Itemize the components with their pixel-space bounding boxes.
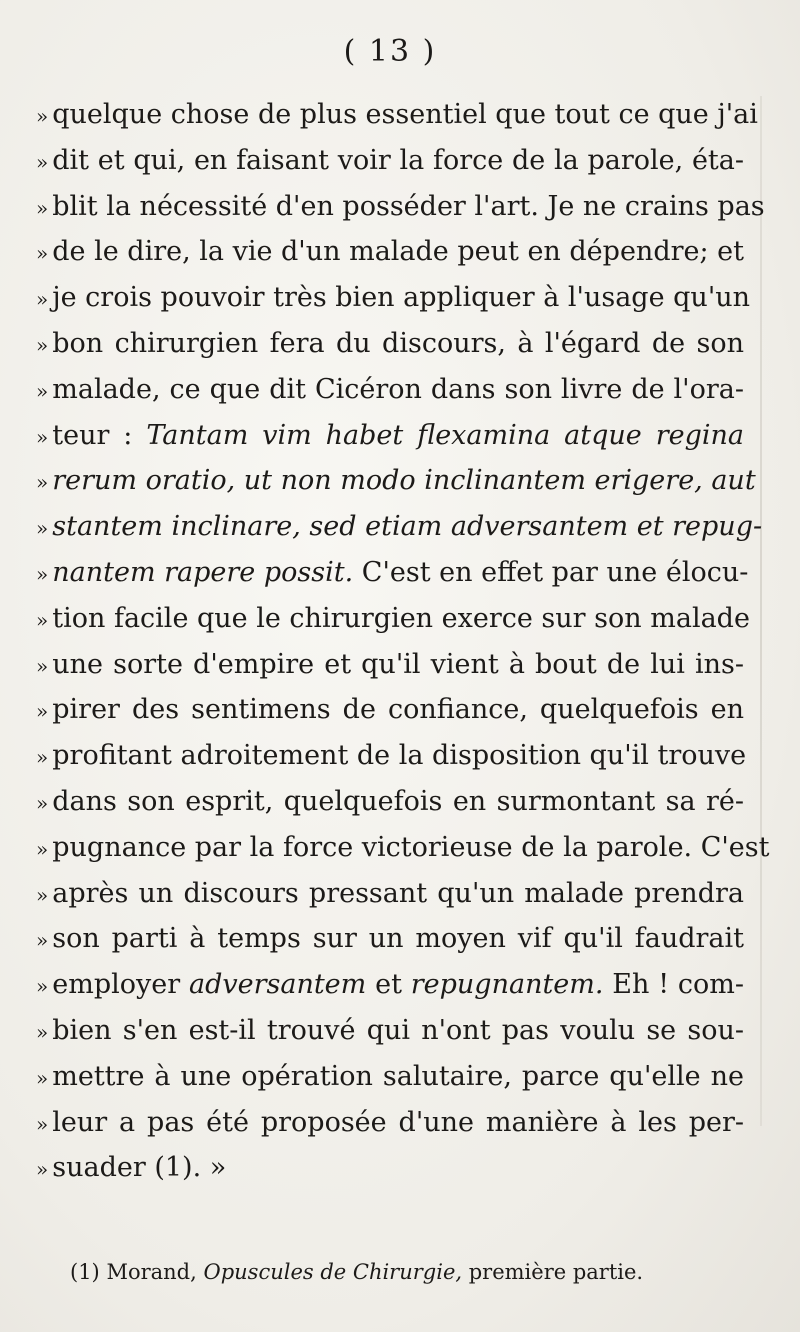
line-text: malade, ce que dit Cicéron dans son livre de l'ora- [52,373,744,405]
line-text: pugnance par la force victorieuse de la parole. C'est [52,831,770,863]
text-line [36,275,751,321]
text-line [36,229,744,275]
italic-text: nantem rapere possit. [52,556,354,588]
line-text: dit et qui, en faisant voir la force de la parole, éta- [52,144,744,176]
quote-mark: » [36,104,49,128]
quote-mark: » [36,241,49,266]
footnote-marker: (1) [70,1260,100,1284]
quote-mark: » [36,287,49,312]
quote-mark: » [36,607,49,632]
footnote [70,1260,710,1284]
line-text: son parti à temps sur un moyen vif qu'il faudrait [52,923,744,955]
line-text: leur a pas été proposée d'une manière à les per- [52,1106,744,1138]
quote-mark: » [36,332,49,357]
text-line [36,550,749,596]
italic-text: stantem inclinare, sed etiam adversantem et repug- [52,511,763,543]
quote-mark: » [36,149,49,174]
text-line [36,138,744,184]
line-text: mettre à une opération salutaire, parce qu'elle ne [52,1060,744,1092]
quote-mark: » [36,1019,49,1044]
line-text: je crois pouvoir très bien appliquer à l'usage qu'un [52,282,751,314]
line-text: et [366,969,411,1001]
quote-mark: » [36,1157,49,1182]
italic-text: adversantem [188,969,367,1001]
footnote-title: Opuscules de Chirurgie, [203,1260,463,1284]
text-line [36,916,744,962]
line-text: teur : [52,419,147,451]
line-text: employer [52,969,189,1001]
quote-mark: » [36,699,49,724]
line-text: C'est en effet par une élocu- [353,556,749,588]
text-line [36,367,744,413]
text-line [36,321,744,367]
text-line [36,779,744,825]
quote-mark: » [36,882,49,907]
text-line [36,413,744,459]
line-text: après un discours pressant qu'un malade prendra [52,877,744,909]
text-line [36,687,744,733]
quote-mark: » [36,1111,49,1136]
quote-mark: » [36,790,49,815]
line-text: de le dire, la vie d'un malade peut en dépendre; et [52,236,744,268]
quote-mark: » [36,516,49,541]
line-text: suader (1). » [52,1152,227,1184]
text-line [36,1008,744,1054]
text-line [36,458,756,504]
line-text: pirer des sentimens de confiance, quelquefois en [52,694,744,726]
text-line [36,1054,744,1100]
quote-mark: » [36,470,49,495]
quote-mark: » [36,561,49,586]
text-line [36,92,758,138]
line-text: bien s'en est-il trouvé qui n'ont pas voulu se sou- [52,1014,744,1046]
text-line [36,596,750,642]
text-line [36,642,744,688]
quote-mark: » [36,195,49,220]
line-text: Eh ! com- [603,969,744,1001]
line-text: dans son esprit, quelquefois en surmontant sa ré- [52,785,744,817]
quote-mark: » [36,653,49,678]
quote-mark: » [36,974,49,999]
text-line [36,504,763,550]
footnote-author: Morand, [106,1260,197,1284]
line-text: blit la nécessité d'en posséder l'art. Je ne crains pas [52,190,765,222]
page-edge-shadow [760,96,762,1126]
text-line [36,184,765,230]
page-number: ( 13 ) [343,34,437,69]
italic-text: Tantam vim habet flexamina atque regina [146,419,744,451]
text-line [36,825,770,871]
italic-text: repugnantem. [410,969,604,1001]
italic-text: rerum oratio, ut non modo inclinantem erigere, aut [52,465,756,497]
line-text: une sorte d'empire et qu'il vient à bout de lui ins- [52,648,744,680]
text-line [36,1145,744,1191]
line-text: quelque chose de plus essentiel que tout ce que j'ai [52,99,758,130]
body-text [36,92,770,1191]
line-text: profitant adroitement de la disposition qu'il trouve [52,740,747,772]
quote-mark: » [36,1065,49,1090]
text-line [36,1100,744,1146]
line-text: tion facile que le chirurgien exerce sur son malade [52,602,750,634]
text-line [36,962,744,1008]
quote-mark: » [36,928,49,953]
line-text: bon chirurgien fera du discours, à l'égard de son [52,327,744,359]
text-line [36,871,744,917]
footnote-rest: première partie. [468,1260,644,1284]
quote-mark: » [36,745,49,770]
quote-mark: » [36,836,49,861]
text-line [36,733,747,779]
quote-mark: » [36,424,49,449]
quote-mark: » [36,378,49,403]
